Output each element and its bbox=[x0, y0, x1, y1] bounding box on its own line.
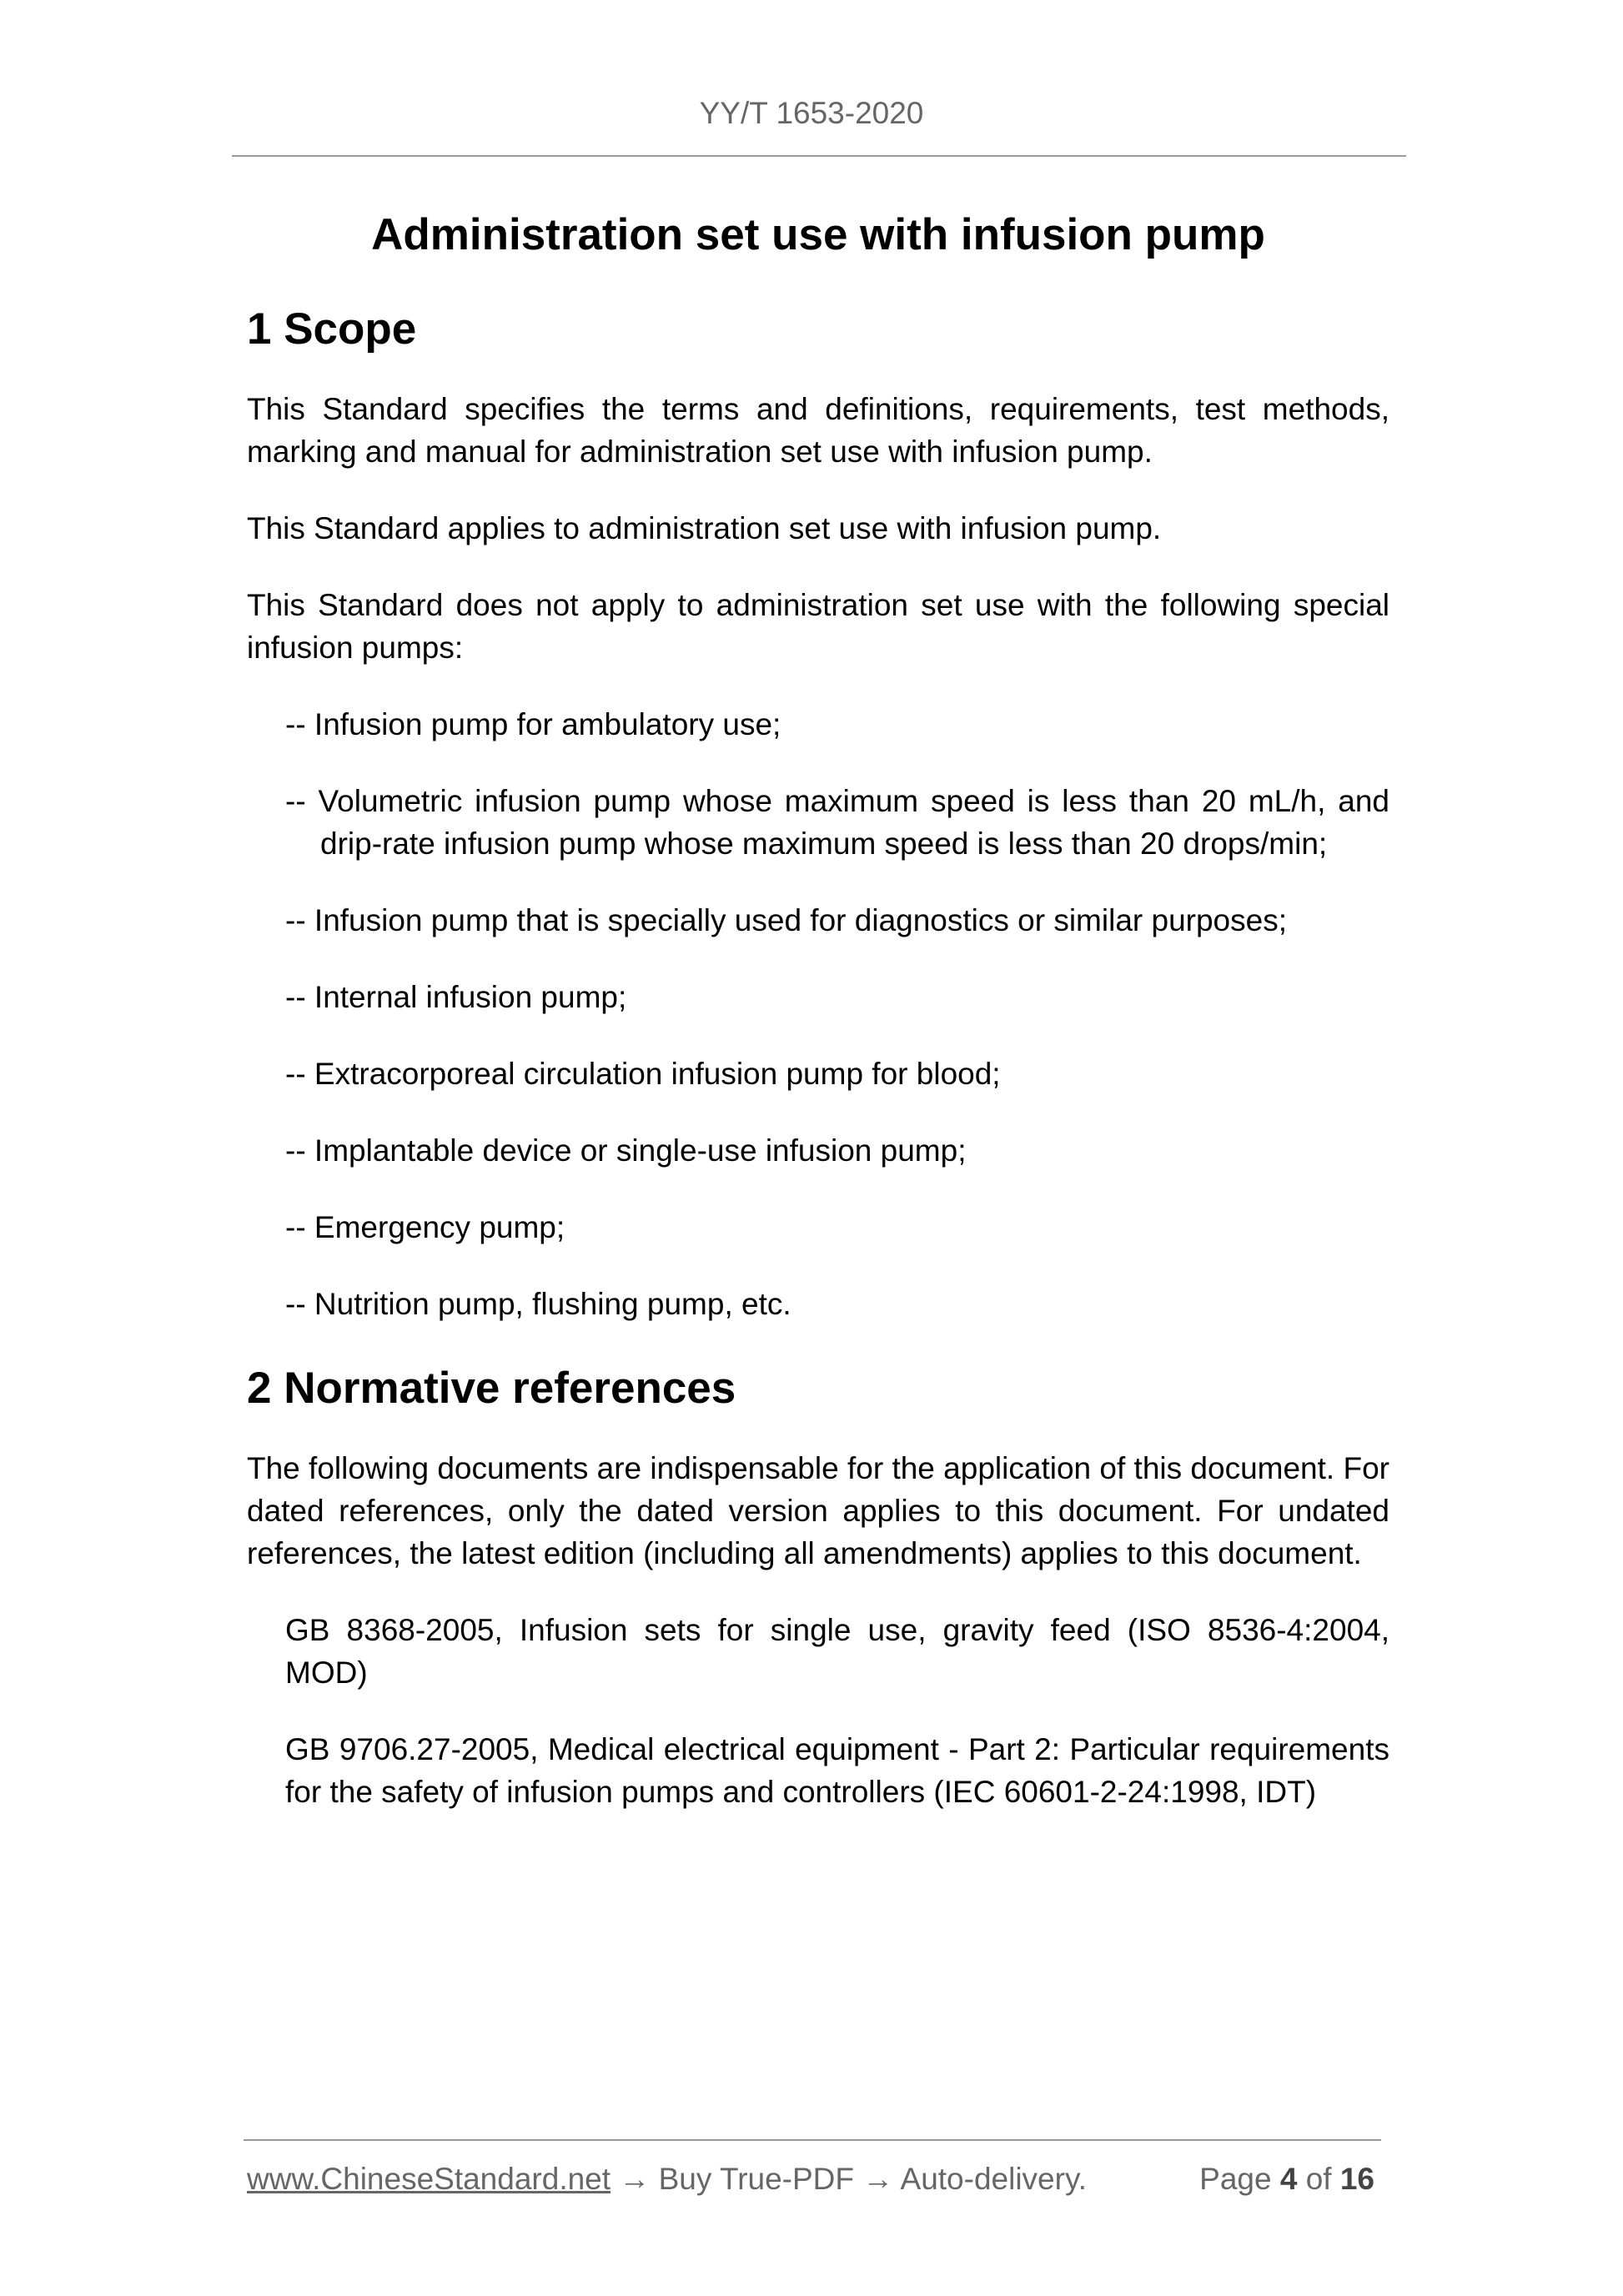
scope-paragraph-2: This Standard applies to administration set use with infusion pump. bbox=[247, 511, 1162, 545]
page-footer bbox=[247, 2158, 1381, 2200]
scope-paragraph-1: This Standard specifies the terms and definitions, requirements, test methods, marking and manual for administration set use with infusion pump. bbox=[247, 392, 1389, 469]
exclusion-list-item: -- Emergency pump; bbox=[285, 1210, 565, 1244]
exclusion-list-item: -- Volumetric infusion pump whose maximum speed is less than 20 mL/h, and drip-rate infusion pump whose maximum speed is less than 20 drops/min; bbox=[285, 784, 1389, 861]
page-header-standard-code: YY/T 1653-2020 bbox=[699, 96, 924, 130]
total-page-count: 16 bbox=[1339, 2162, 1374, 2196]
page-content bbox=[247, 207, 1389, 1813]
section-heading-normative-references: 2 Normative references bbox=[247, 1364, 736, 1413]
document-title: Administration set use with infusion pump bbox=[371, 210, 1265, 259]
section-heading-scope: 1 Scope bbox=[247, 304, 417, 354]
exclusion-list-item: -- Infusion pump for ambulatory use; bbox=[285, 707, 781, 741]
exclusion-list-item: -- Implantable device or single-use infusion pump; bbox=[285, 1133, 967, 1168]
exclusion-list-item: -- Extracorporeal circulation infusion pump for blood; bbox=[285, 1057, 1001, 1091]
footer-divider bbox=[244, 2139, 1381, 2141]
exclusion-list-item: -- Nutrition pump, flushing pump, etc. bbox=[285, 1287, 791, 1321]
page-word: Page bbox=[1199, 2162, 1272, 2196]
exclusion-list-item: -- Infusion pump that is specially used for diagnostics or similar purposes; bbox=[285, 903, 1287, 937]
website-link[interactable]: www.ChineseStandard.net bbox=[247, 2162, 611, 2196]
header-divider bbox=[232, 155, 1406, 157]
page-number bbox=[1199, 2158, 1374, 2200]
exclusion-list-item: -- Internal infusion pump; bbox=[285, 980, 627, 1014]
of-word: of bbox=[1305, 2162, 1332, 2196]
normative-references-paragraph: The following documents are indispensable for the application of this document. For dated references, only the dated version applies to this document. For undated references, the latest edition (including all amendments) applies to this document. bbox=[247, 1451, 1389, 1570]
reference-entry: GB 9706.27-2005, Medical electrical equipment - Part 2: Particular requirements for the safety of infusion pumps and controllers (IEC 60601-2-24:1998, IDT) bbox=[285, 1732, 1389, 1809]
scope-paragraph-3: This Standard does not apply to administration set use with the following special infusion pumps: bbox=[247, 588, 1389, 665]
reference-entry: GB 8368-2005, Infusion sets for single use, gravity feed (ISO 8536-4:2004, MOD) bbox=[285, 1613, 1389, 1690]
current-page-number: 4 bbox=[1279, 2162, 1298, 2196]
footer-tagline: → Buy True-PDF → Auto-delivery. bbox=[611, 2162, 1087, 2196]
